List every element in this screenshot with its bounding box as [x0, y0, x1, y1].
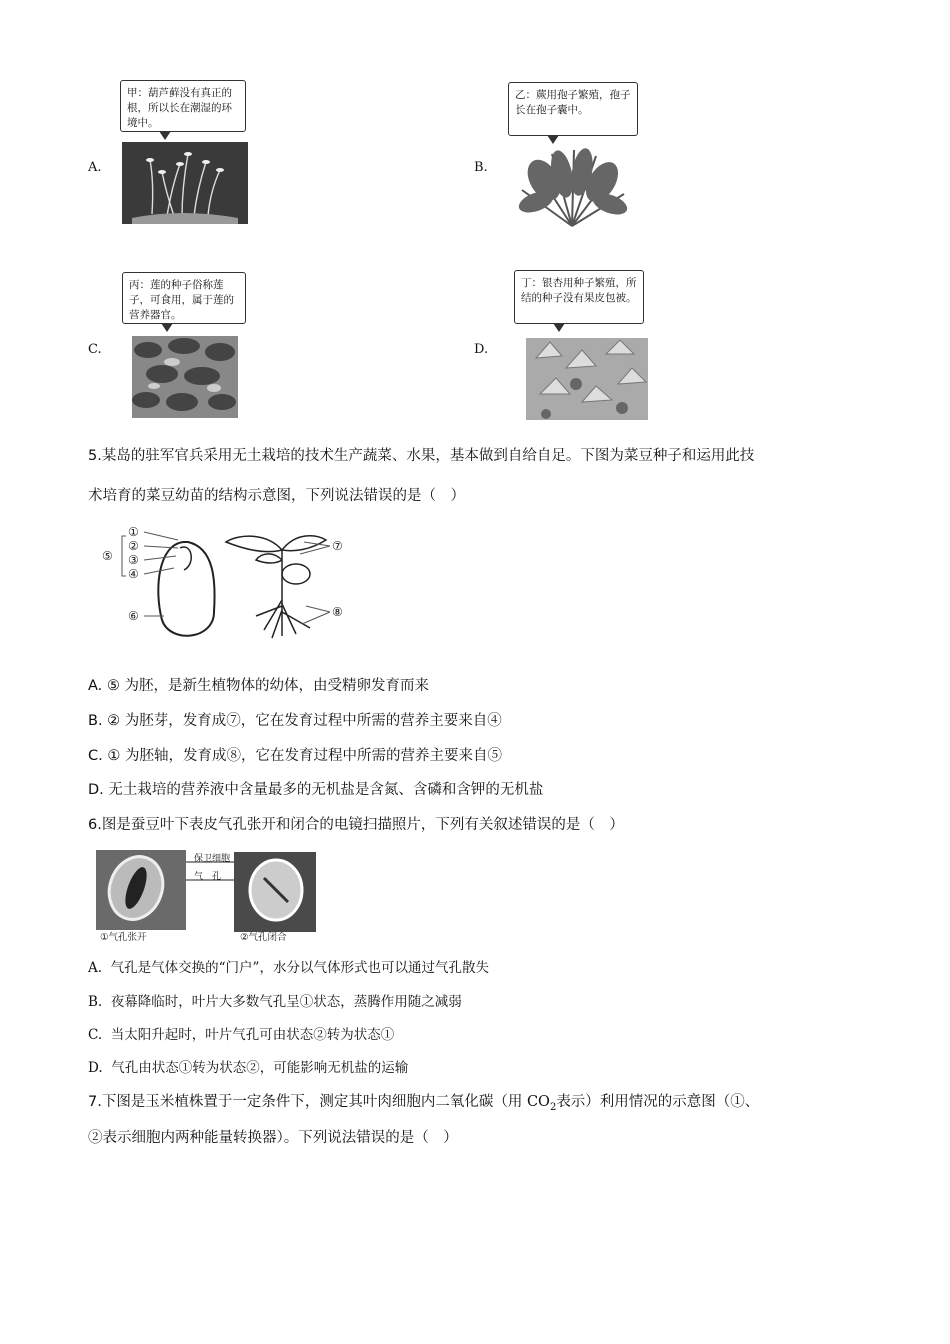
q7-number: 7. — [88, 1094, 102, 1110]
label-1: ① — [128, 525, 139, 539]
caption-open: ①气孔张开 — [100, 932, 147, 943]
label-8: ⑧ — [332, 605, 343, 619]
choice-letter: B. — [88, 994, 103, 1010]
choice-letter: C. — [88, 748, 103, 764]
choice-text: ① 为胚轴，发育成⑧，它在发育过程中所需的营养主要来自⑤ — [107, 748, 502, 764]
option-letter: C. — [88, 342, 102, 357]
choice-text: 气孔由状态①转为状态②，可能影响无机盐的运输 — [111, 1060, 409, 1076]
choice-text: ② 为胚芽，发育成⑦，它在发育过程中所需的营养主要来自④ — [107, 713, 502, 729]
q5-choice-c[interactable] — [88, 746, 502, 766]
choice-letter: A. — [88, 960, 103, 976]
q7-text-a: 下图是玉米植株置于一定条件下，测定其叶肉细胞内二氧化碳（用 CO — [101, 1094, 550, 1110]
speech-bubble: 丁：银杏用种子繁殖，所结的种子没有果皮包被。 — [514, 270, 644, 324]
q6-choice-d[interactable] — [88, 1058, 408, 1078]
label-7: ⑦ — [332, 539, 343, 553]
lotus-photo — [132, 336, 238, 418]
bean-seed-seedling-diagram — [96, 520, 358, 644]
choice-letter: D. — [88, 782, 104, 798]
q7-text-b: 表示）利用情况的示意图（①、 — [556, 1094, 760, 1110]
q6-choice-b[interactable] — [88, 992, 462, 1012]
choice-letter: B. — [88, 713, 103, 729]
choice-text: ⑤ 为胚，是新生植物体的幼体，由受精卵发育而来 — [106, 678, 429, 694]
q5-choice-a[interactable] — [88, 676, 429, 696]
moss-photo — [122, 142, 248, 224]
choice-text: 夜幕降临时，叶片大多数气孔呈①状态，蒸腾作用随之减弱 — [110, 994, 462, 1010]
choice-letter: C. — [88, 1027, 103, 1043]
option-letter: D. — [474, 342, 489, 357]
label-5: ⑤ — [102, 549, 113, 563]
label-2: ② — [128, 539, 139, 553]
q7-stem-line1 — [88, 1092, 759, 1118]
q5-choice-b[interactable] — [88, 711, 502, 731]
q5-number: 5. — [88, 448, 102, 464]
q6-text: 图是蚕豆叶下表皮气孔张开和闭合的电镜扫描照片，下列有关叙述错误的是（ ） — [101, 817, 624, 833]
q6-number: 6. — [88, 817, 102, 833]
q7-subscript: 2 — [549, 1101, 557, 1113]
option-letter: A. — [88, 160, 102, 175]
choice-letter: A. — [88, 678, 103, 694]
fern-photo — [512, 144, 632, 228]
q5-choice-d[interactable] — [88, 780, 543, 800]
label-3: ③ — [128, 553, 139, 567]
q7-stem-line2: ②表示细胞内两种能量转换器）。下列说法错误的是（ ） — [88, 1130, 458, 1146]
label-6: ⑥ — [128, 609, 139, 623]
choice-text: 无土栽培的营养液中含量最多的无机盐是含氮、含磷和含钾的无机盐 — [108, 782, 544, 798]
label-4: ④ — [128, 567, 139, 581]
q6-choice-c[interactable] — [88, 1025, 394, 1045]
stoma-label: 气 孔 — [194, 872, 222, 882]
q5-stem-line2: 术培育的菜豆幼苗的结构示意图，下列说法错误的是（ ） — [88, 488, 465, 504]
ginkgo-photo — [526, 338, 648, 420]
option-letter: B. — [474, 160, 488, 175]
speech-bubble: 丙：莲的种子俗称莲子，可食用，属于莲的营养器官。 — [122, 272, 246, 324]
speech-bubble: 甲：葫芦藓没有真正的根，所以长在潮湿的环境中。 — [120, 80, 246, 132]
q6-stem — [88, 815, 624, 835]
choice-text: 气孔是气体交换的“门户”，水分以气体形式也可以通过气孔散失 — [110, 960, 489, 976]
caption-closed: ②气孔闭合 — [240, 932, 287, 943]
speech-bubble: 乙：蕨用孢子繁殖，孢子长在孢子囊中。 — [508, 82, 638, 136]
stomata-micrograph — [94, 848, 320, 944]
guard-cell-label: 保卫细胞 — [194, 854, 231, 864]
q5-text: 某岛的驻军官兵采用无土栽培的技术生产蔬菜、水果，基本做到自给自足。下图为菜豆种子和运用此技 — [101, 448, 755, 464]
choice-text: 当太阳升起时，叶片气孔可由状态②转为状态① — [110, 1027, 395, 1043]
choice-letter: D. — [88, 1060, 103, 1076]
q6-choice-a[interactable] — [88, 958, 489, 978]
q5-stem-line1 — [88, 446, 754, 466]
